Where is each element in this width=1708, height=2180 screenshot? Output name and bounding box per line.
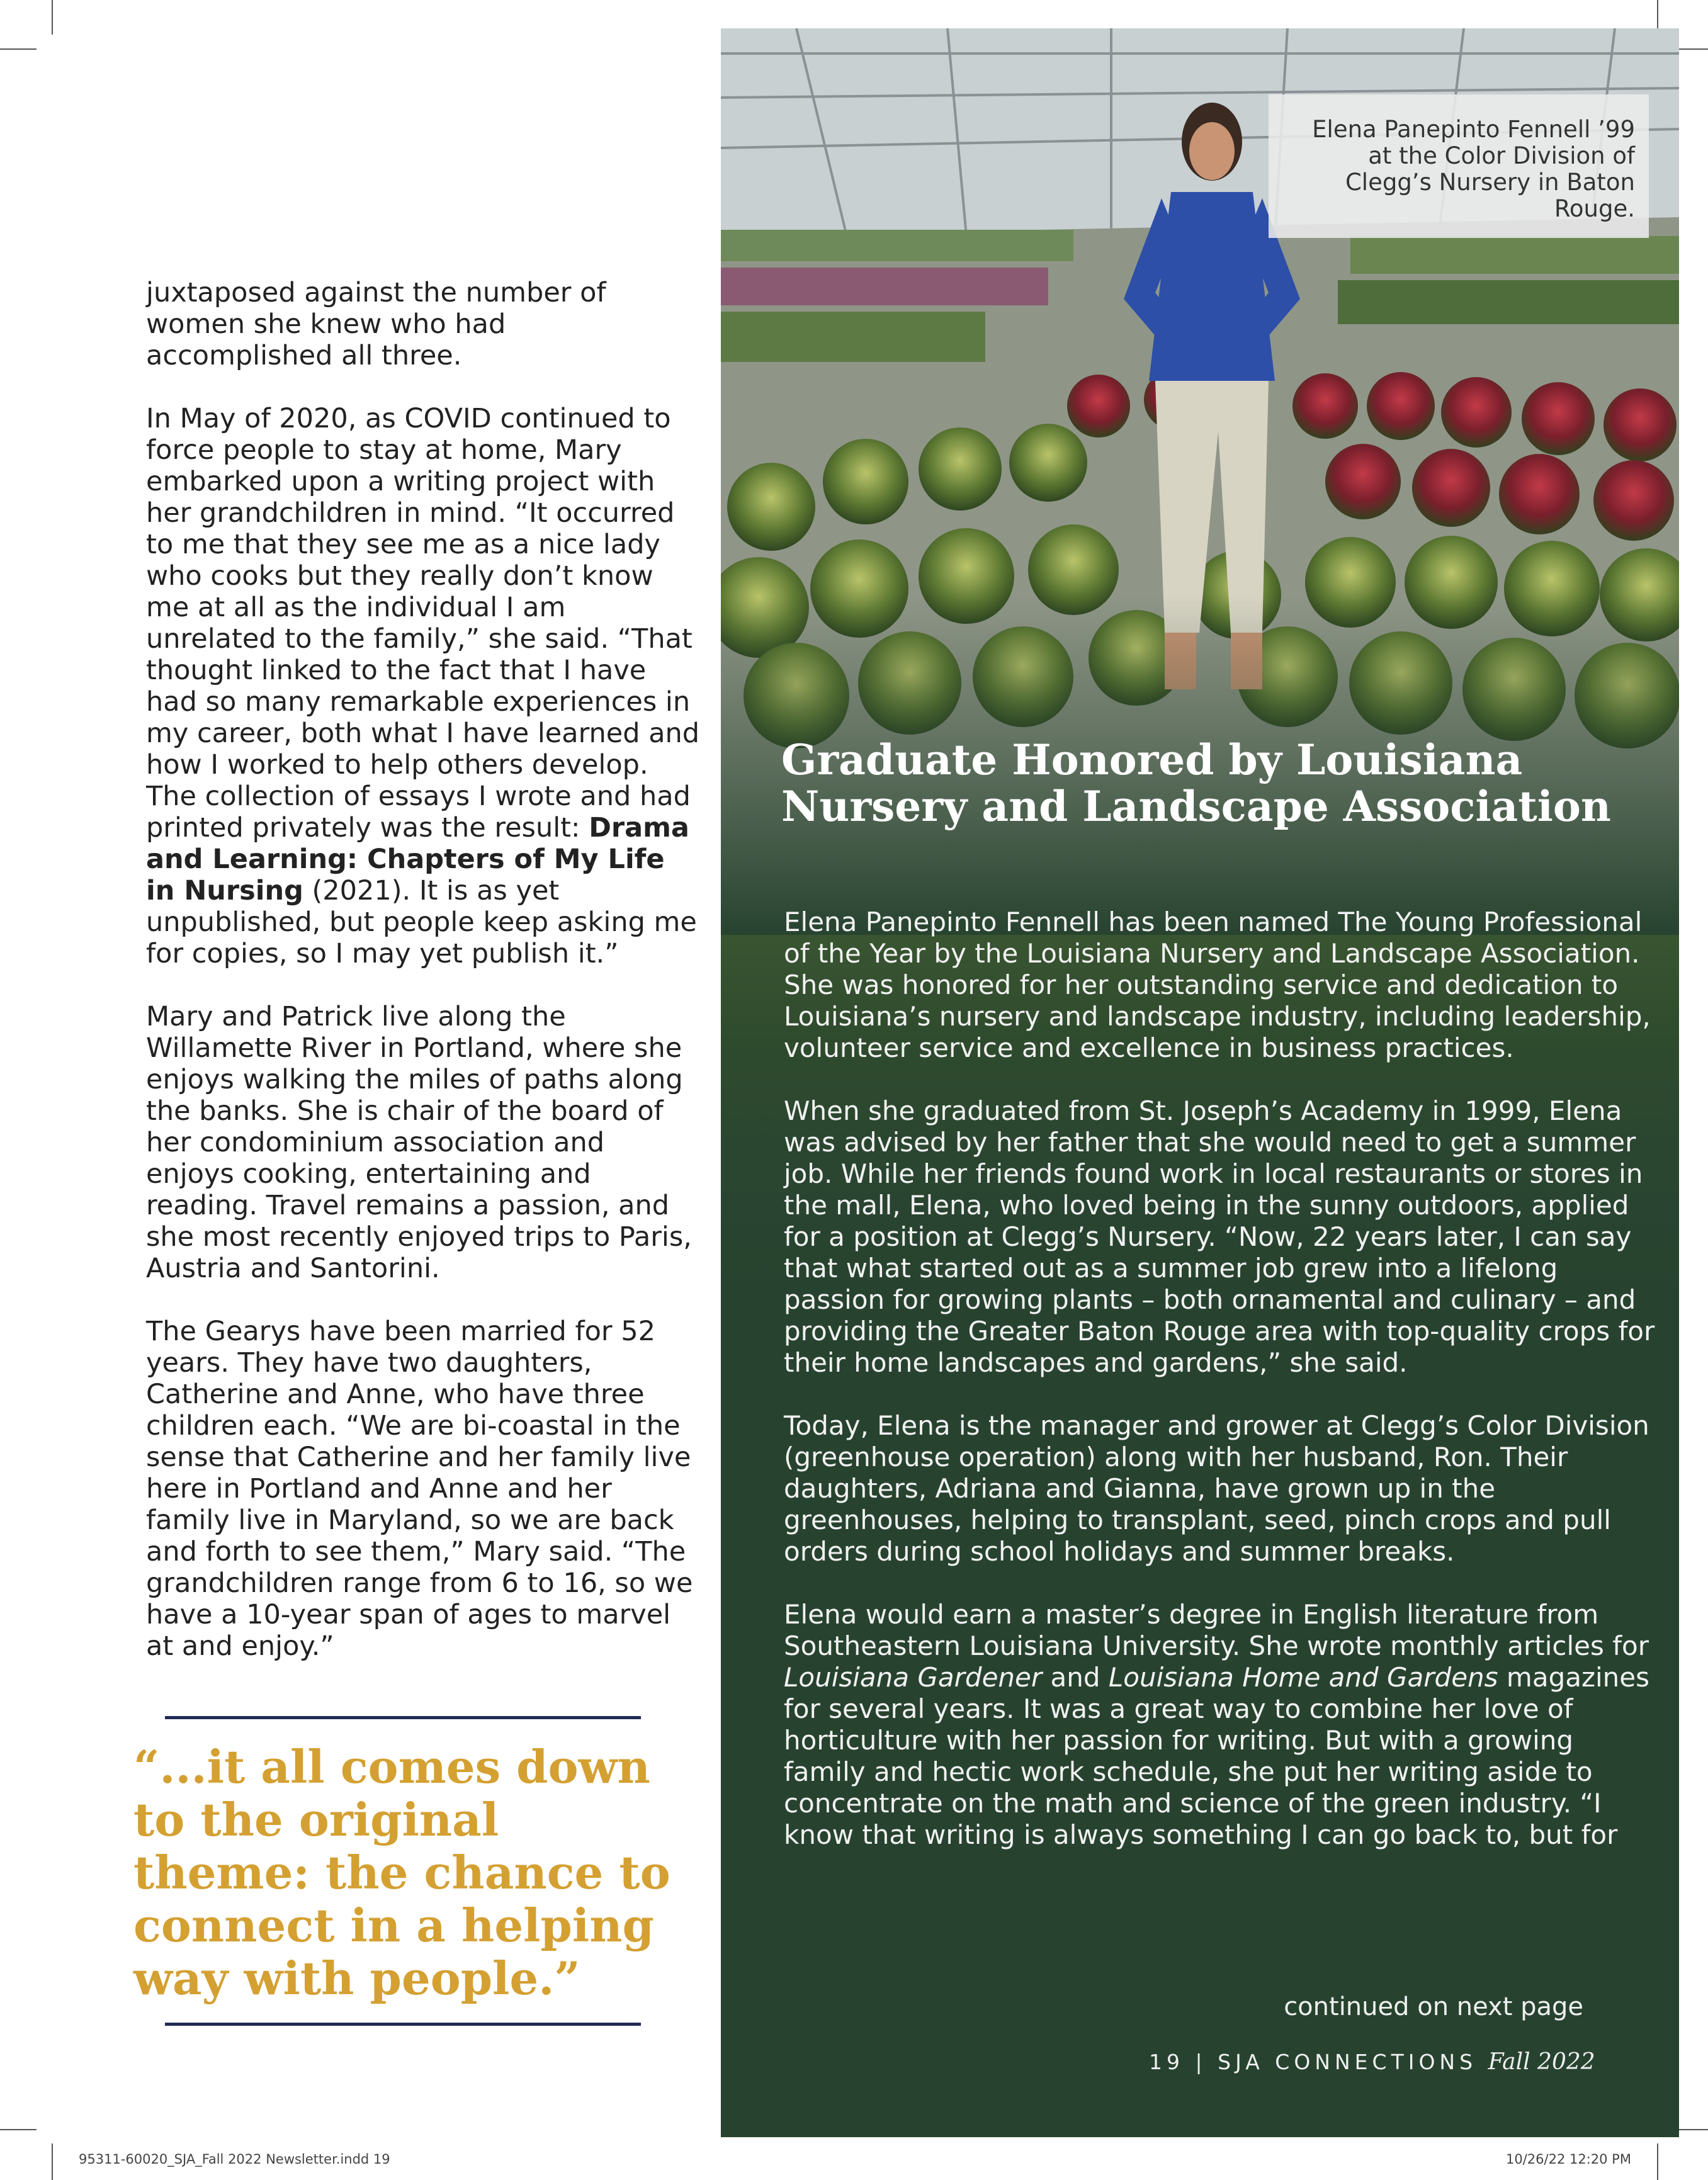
left-paragraph-2-end: (2021). It is as yet unpublished, but people keep asking me for copies, so I may yet publish it.”	[146, 875, 697, 969]
book-title: Drama and Learning: Chapters of My Life in Nursing	[146, 812, 689, 906]
sidebar-paragraph-4-c: magazines for several years. It was a great way to combine her love of horticulture with her passion for writing. But with a growing family and hectic work schedule, she put her writing aside to concentrate on the math and science of the green industry. “I know that writing is always something I can go back to, but for	[784, 1662, 1650, 1850]
crop-mark	[1657, 2143, 1658, 2180]
sidebar-paragraph-4-a: Elena would earn a master’s degree in English literature from Southeastern Louisiana University. She wrote monthly articles for	[784, 1599, 1649, 1661]
pull-quote: “...it all comes down to the original theme: the chance to connect in a helping way with people.”	[133, 1740, 670, 2005]
print-slug-file: 95311-60020_SJA_Fall 2022 Newsletter.indd 19	[79, 2152, 390, 2167]
sidebar-paragraph-4	[784, 1599, 1659, 1851]
sidebar-paragraph-4-b: and	[1042, 1662, 1109, 1693]
left-paragraph-2-start: In May of 2020, as COVID continued to force people to stay at home, Mary embarked upon a writing project with her grandchildren in mind. “It occurred to me that they see me as a nice lady who cooks but they really don’t know me at all as the individual I am unrelated to the family,” she said. “That thought linked to the fact that I have had so many remarkable experiences in my career, both what I have learned and how I worked to help others develop. The collection of essays I wrote and had printed privately was the result:	[146, 403, 700, 844]
left-paragraph-2	[146, 403, 700, 969]
footer-separator: |	[1195, 2050, 1207, 2074]
sidebar-paragraph-2: When she graduated from St. Joseph’s Academy in 1999, Elena was advised by her father that she would need to get a summer job. While her friends found work in local restaurants or stores in the mall, Elena, who loved being in the sunny outdoors, applied for a position at Clegg’s Nursery. “Now, 22 years later, I can say that what started out as a summer job grew into a lifelong passion for growing plants – both ornamental and culinary – and providing the Greater Baton Rouge area with top-quality crops for their home landscapes and gardens,” she said.	[784, 1095, 1655, 1378]
publication-name: SJA CONNECTIONS	[1218, 2050, 1478, 2074]
left-paragraph-1: juxtaposed against the number of women she knew who had accomplished all three.	[146, 277, 606, 371]
sidebar-body	[784, 906, 1659, 1882]
page-number: 19	[1149, 2050, 1184, 2074]
print-slug-timestamp: 10/26/22 12:20 PM	[1506, 2152, 1631, 2167]
magazine-title-2: Louisiana Home and Gardens	[1108, 1662, 1498, 1693]
continued-notice: continued on next page	[1284, 1992, 1583, 2021]
left-article-column	[146, 277, 700, 1693]
sidebar-panel	[721, 28, 1679, 2137]
magazine-title-1: Louisiana Gardener	[784, 1662, 1043, 1693]
sidebar-paragraph-3: Today, Elena is the manager and grower at Clegg’s Color Division (greenhouse operation) along with her husband, Ron. Their daughters, Adriana and Gianna, have grown up in the greenhouses, helping to transplant, seed, pinch crops and pull orders during school holidays and summer breaks.	[784, 1410, 1649, 1567]
left-paragraph-3: Mary and Patrick live along the Willamette River in Portland, where she enjoys walking the miles of paths along the banks. She is chair of the board of her condominium association and enjoys cooking, entertaining and reading. Travel remains a passion, and she most recently enjoyed trips to Paris, Austria and Santorini.	[146, 1001, 692, 1284]
pull-quote-bottom-rule	[165, 2023, 641, 2026]
sidebar-paragraph-1: Elena Panepinto Fennell has been named The Young Professional of the Year by the Louisiana Nursery and Landscape Association. She was honored for her outstanding service and dedication to Louisiana’s nursery and landscape industry, including leadership, volunteer service and excellence in business practices.	[784, 906, 1651, 1063]
page-footer	[1149, 2049, 1659, 2075]
crop-mark	[0, 48, 37, 50]
issue-name: Fall 2022	[1488, 2049, 1595, 2075]
photo-caption: Elena Panepinto Fennell ’99 at the Color Division of Clegg’s Nursery in Baton Rouge.	[1269, 94, 1649, 238]
crop-mark	[52, 2143, 53, 2180]
sidebar-headline: Graduate Honored by Louisiana Nursery and Landscape Association	[781, 735, 1611, 831]
crop-mark	[0, 2129, 37, 2130]
pull-quote-top-rule	[165, 1716, 641, 1719]
left-paragraph-4: The Gearys have been married for 52 years. They have two daughters, Catherine and Anne, who have three children each. “We are bi-coastal in the sense that Catherine and her family live here in Portland and Anne and her family live in Maryland, so we are back and forth to see them,” Mary said. “The grandchildren range from 6 to 16, so we have a 10-year span of ages to marvel at and enjoy.”	[146, 1316, 693, 1662]
crop-mark	[52, 0, 53, 35]
